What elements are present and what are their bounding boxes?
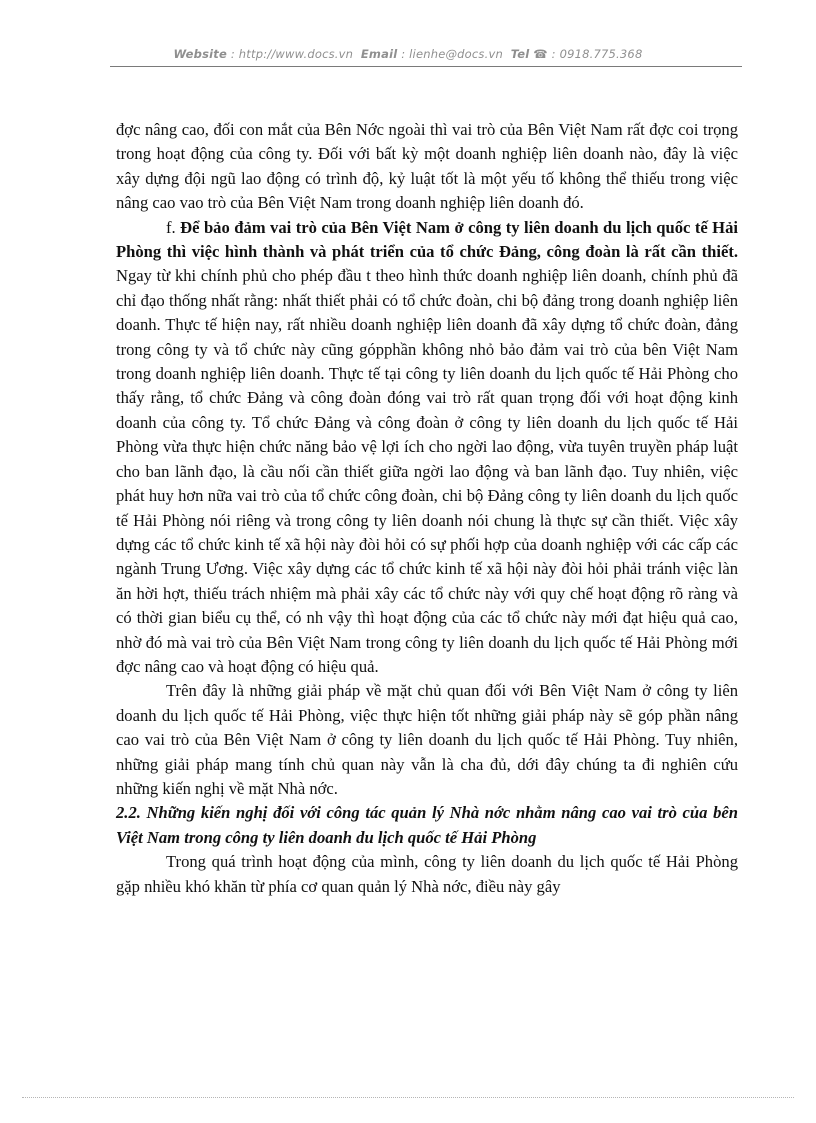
- website-label: Website: [173, 47, 227, 61]
- header-divider: [110, 66, 742, 67]
- paragraph-2: [116, 216, 738, 680]
- paragraph-2-bold: Để bảo đảm vai trò của Bên Việt Nam ở công ty liên doanh du lịch quốc tế Hải Phòng thì việc hình thành và phát triển của tổ chức Đảng, công đoàn là rất cần thiết.: [116, 217, 738, 262]
- paragraph-2-rest: Ngay từ khi chính phủ cho phép đầu t theo hình thức doanh nghiệp liên doanh, chính phủ đã chỉ đạo thống nhất rằng: nhất thiết phải có tổ chức đoàn, chi bộ đảng trong doanh nghiệp liên doanh. Thực tế hiện nay, rất nhiều doanh nghiệp liên doanh đã xây dựng tổ chức đoàn, đảng trong công ty và tổ chức này cũng gópphần không nhỏ bảo đảm vai trò của bên Việt Nam trong doanh nghiệp liên doanh. Thực tế tại công ty liên doanh du lịch quốc tế Hải Phòng cho thấy rằng, tổ chức Đảng và công đoàn đóng vai trò rất quan trọng đối với hoạt động kinh doanh của công ty. Tổ chức Đảng và công đoàn ở công ty liên doanh du lịch quốc tế Hải Phòng vừa thực hiện chức năng bảo vệ lợi ích cho ngời lao động, vừa tuyên truyền pháp luật cho ban lãnh đạo, là cầu nối cần thiết giữa ngời lao động và ban lãnh đạo. Tuy nhiên, việc phát huy hơn nữa vai trò của tổ chức công đoàn, chi bộ Đảng công ty liên doanh du lịch quốc tế Hải Phòng nói riêng và trong công ty liên doanh nói chung là thực sự cần thiết. Việc xây dựng các tổ chức kinh tế xã hội này đòi hỏi có sự phối hợp của doanh nghiệp với các cấp các ngành Trung Ương. Việc xây dựng các tổ chức kinh tế xã hội này đòi hỏi phải tránh việc làn ăn hời hợt, thiếu trách nhiệm mà phải xây các tổ chức này với quy chế hoạt động rõ ràng và có thời gian biểu cụ thể, có nh vậy thì hoạt động của các tổ chức này mới đạt hiệu quả cao, nhờ đó mà vai trò của Bên Việt Nam trong công ty liên doanh du lịch quốc tế Hải Phòng mới đợc nâng cao và hoạt động có hiệu quả.: [116, 266, 738, 676]
- paragraph-3: Trên đây là những giải pháp về mặt chủ quan đối với Bên Việt Nam ở công ty liên doanh du lịch quốc tế Hải Phòng, việc thực hiện tốt những giải pháp này sẽ góp phần nâng cao vai trò của Bên Việt Nam ở công ty liên doanh du lịch quốc tế Hải Phòng. Tuy nhiên, những giải pháp mang tính chủ quan này vẫn là cha đủ, dới đây chúng ta đi nghiên cứu những kiến nghị về mặt Nhà nớc.: [116, 681, 738, 798]
- email-label: Email: [360, 47, 398, 61]
- section-heading: 2.2. Những kiến nghị đối với công tác quản lý Nhà nớc nhằm nâng cao vai trò của bên Việt Nam trong công ty liên doanh du lịch quốc tế Hải Phòng: [116, 803, 738, 847]
- paragraph-2-lead: f.: [166, 217, 181, 237]
- phone-icon: ☎: [533, 47, 548, 61]
- tel-label: Tel: [510, 47, 530, 61]
- page-header: [0, 47, 816, 61]
- paragraph-4: Trong quá trình hoạt động của mình, công ty liên doanh du lịch quốc tế Hải Phòng gặp nhiều khó khăn từ phía cơ quan quản lý Nhà nớc, điều này gây: [116, 852, 738, 896]
- footer-divider: [22, 1097, 794, 1098]
- tel-number: : 0918.775.368: [551, 47, 643, 61]
- email-address[interactable]: : lienhe@docs.vn: [401, 47, 503, 61]
- paragraph-1: đợc nâng cao, đối con mắt của Bên Nớc ngoài thì vai trò của Bên Việt Nam rất đợc coi trọng trong hoạt động của công ty. Đối với bất kỳ một doanh nghiệp liên doanh nào, đây là việc xây dựng đội ngũ lao động có trình độ, kỷ luật tốt là một yếu tố không thể thiếu trong việc nâng cao vao trò của Bên Việt Nam trong doanh nghiệp liên doanh đó.: [116, 120, 738, 213]
- website-url[interactable]: : http://www.docs.vn: [230, 47, 354, 61]
- document-body: [116, 118, 738, 899]
